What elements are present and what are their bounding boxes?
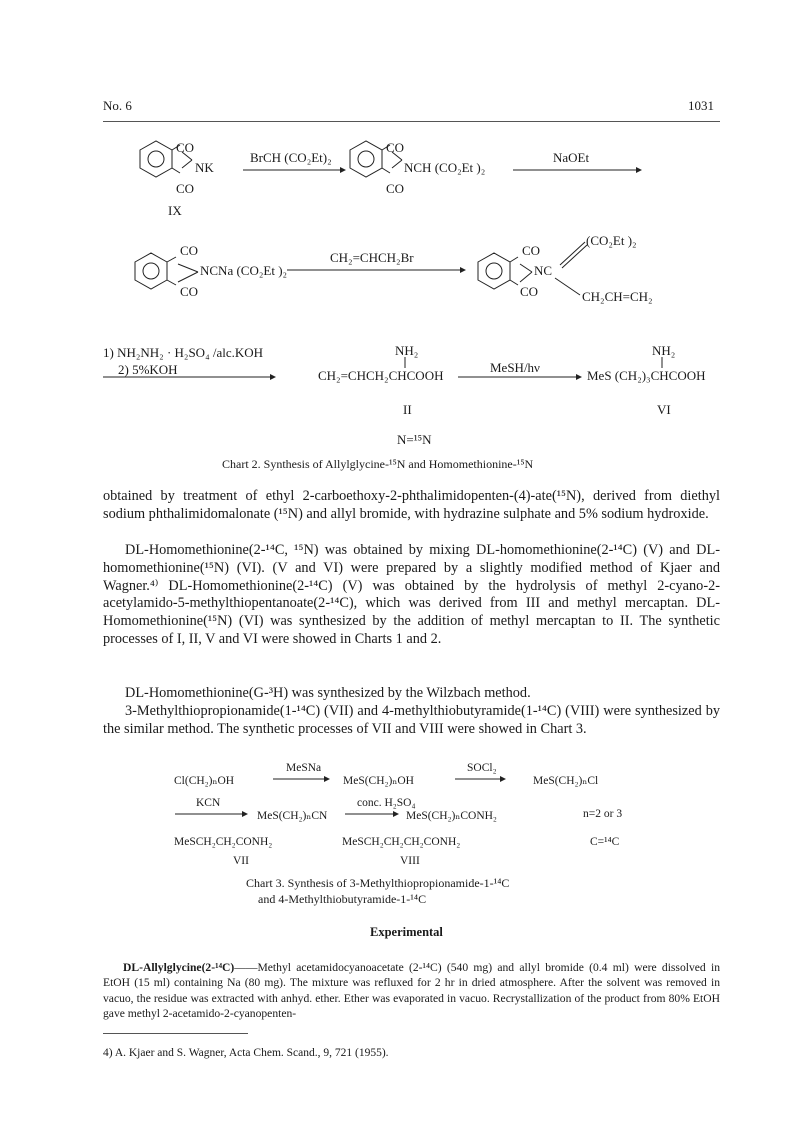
paragraph-1: obtained by treatment of ethyl 2-carboethoxy-2-phthalimidopenten-(4)-ate(¹⁵N), derived from diethyl sodium phthalimidomalonate (¹⁵N) and allyl bromide, with hydrazine sulphate and 5% sodium hydroxide. bbox=[103, 488, 720, 522]
chem-nc: NC bbox=[534, 263, 553, 278]
benzene-ring-4 bbox=[478, 253, 510, 289]
chem-co: CO bbox=[522, 243, 541, 258]
reagent-step2: 2) 5%KOH bbox=[118, 362, 178, 377]
compound-c5: MeS(CH₂)ₙCONH₂ bbox=[406, 810, 497, 822]
chem-allyl: CH₂CH=CH₂ bbox=[582, 289, 653, 304]
compound-c2: MeS(CH₂)ₙOH bbox=[343, 775, 414, 787]
compound-label-viii: VIII bbox=[400, 855, 420, 867]
chem-co: CO bbox=[180, 243, 199, 258]
chem-nh2: NH₂ bbox=[395, 343, 419, 358]
chem-co: CO bbox=[386, 181, 405, 196]
reagent-allyl-bromide: CH₂=CHCH₂Br bbox=[330, 250, 414, 265]
reagent-step1: 1) NH₂NH₂ · H₂SO₄ /alc.KOH bbox=[103, 345, 264, 360]
chem-co: CO bbox=[176, 140, 195, 155]
chem-ncna: NCNa (CO₂Et )₂ bbox=[200, 263, 288, 278]
compound-label-ix: IX bbox=[168, 203, 182, 218]
experimental-paragraph bbox=[103, 960, 720, 1022]
isotope-legend: C=¹⁴C bbox=[590, 836, 620, 848]
paragraph-4: 3-Methylthiopropionamide(1-¹⁴C) (VII) and 4-methylthiobutyramide(1-¹⁴C) (VIII) were synthesized by the similar method. The synthetic processes of VII and VIII were showed in Chart 3. bbox=[103, 703, 720, 737]
compound-c1: Cl(CH₂)ₙOH bbox=[174, 775, 235, 787]
chem-co: CO bbox=[176, 181, 195, 196]
issue-number: No. 6 bbox=[103, 98, 132, 113]
benzene-ring-2 bbox=[350, 141, 382, 177]
compound-label-vii: VII bbox=[233, 855, 249, 867]
benzene-ring-1 bbox=[140, 141, 172, 177]
compound-label-vi: VI bbox=[657, 402, 671, 417]
reagent-kcn: KCN bbox=[196, 797, 221, 809]
n-note: n=2 or 3 bbox=[583, 808, 623, 820]
page-number: 1031 bbox=[688, 98, 714, 113]
chem-nk: NK bbox=[195, 160, 214, 175]
reagent-h2so4: conc. H₂SO₄ bbox=[357, 797, 416, 809]
chart2-caption: Chart 2. Synthesis of Allylglycine-¹⁵N and Homomethionine-¹⁵N bbox=[222, 457, 534, 471]
reagent-naoet: NaOEt bbox=[553, 150, 590, 165]
reagent-mesh: MeSH/hν bbox=[490, 360, 540, 375]
compound-allylglycine: CH₂=CHCH₂CHCOOH bbox=[318, 368, 444, 383]
reagent-socl2: SOCl₂ bbox=[467, 762, 497, 774]
experimental-text: ——Methyl acetamidocyanoacetate (2-¹⁴C) (540 mg) and allyl bromide (0.4 ml) were dissolved in EtOH (15 ml) containing Na (80 mg). The mixture was refluxed for 2 hr in dried atmosphere. After the solvent was removed in vacuo, the residue was extracted with anhyd. ether. Ether was evaporated in vacuo. Recrystallization of the product from 80% EtOH gave methyl 2-acetamido-2-cyanopenten- bbox=[103, 961, 720, 1021]
paragraph-3: DL-Homomethionine(G-³H) was synthesized by the Wilzbach method. bbox=[125, 685, 531, 701]
chart2-structures bbox=[0, 0, 793, 480]
benzene-ring-3 bbox=[135, 253, 167, 289]
chem-co2et: (CO₂Et )₂ bbox=[586, 233, 637, 248]
chem-co: CO bbox=[520, 284, 539, 299]
experimental-title: DL-Allylglycine(2-¹⁴C) bbox=[123, 961, 235, 974]
chem-nh2: NH₂ bbox=[652, 343, 676, 358]
section-heading: Experimental bbox=[370, 925, 443, 939]
chart3-caption-line2: and 4-Methylthiobutyramide-1-¹⁴C bbox=[258, 892, 427, 906]
isotope-legend: N=¹⁵N bbox=[397, 432, 432, 447]
reagent-bromomalonate: BrCH (CO₂Et)₂ bbox=[250, 150, 332, 165]
compound-c7: MeSCH₂CH₂CH₂CONH₂ bbox=[342, 836, 461, 848]
footnote-rule bbox=[103, 1033, 248, 1034]
chart3-arrows bbox=[0, 750, 793, 870]
chart3-caption-line1: Chart 3. Synthesis of 3-Methylthiopropionamide-1-¹⁴C bbox=[246, 876, 510, 890]
aromatic-circle-1 bbox=[148, 151, 164, 167]
compound-c3: MeS(CH₂)ₙCl bbox=[533, 775, 599, 787]
compound-c6: MeSCH₂CH₂CONH₂ bbox=[174, 836, 273, 848]
reagent-mesna: MeSNa bbox=[286, 762, 322, 774]
compound-c4: MeS(CH₂)ₙCN bbox=[257, 810, 328, 822]
paragraph-2: DL-Homomethionine(2-¹⁴C, ¹⁵N) was obtained by mixing DL-homomethionine(2-¹⁴C) (V) and DL-homomethionine(¹⁵N) (VI). (V and VI) were prepared by a slightly modified method of Kjaer and Wagner.⁴⁾ DL-Homomethionine(2-¹⁴C) (V) was obtained by the hydrolysis of methyl 2-cyano-2-acetylamido-5-methylthiopentanoate(2-¹⁴C), which was derived from III and methyl mercaptan. DL-Homomethionine(¹⁵N) (VI) was synthesized by the addition of methyl mercaptan to II. The synthetic processes of I, II, V and VI were showed in Charts 1 and 2. bbox=[103, 542, 720, 647]
chem-nch: NCH (CO₂Et )₂ bbox=[404, 160, 486, 175]
chem-co: CO bbox=[386, 140, 405, 155]
compound-label-ii: II bbox=[403, 402, 412, 417]
compound-homomethionine: MeS (CH₂)₃CHCOOH bbox=[587, 368, 706, 383]
footnote: 4) A. Kjaer and S. Wagner, Acta Chem. Scand., 9, 721 (1955). bbox=[103, 1047, 389, 1059]
chem-co: CO bbox=[180, 284, 199, 299]
